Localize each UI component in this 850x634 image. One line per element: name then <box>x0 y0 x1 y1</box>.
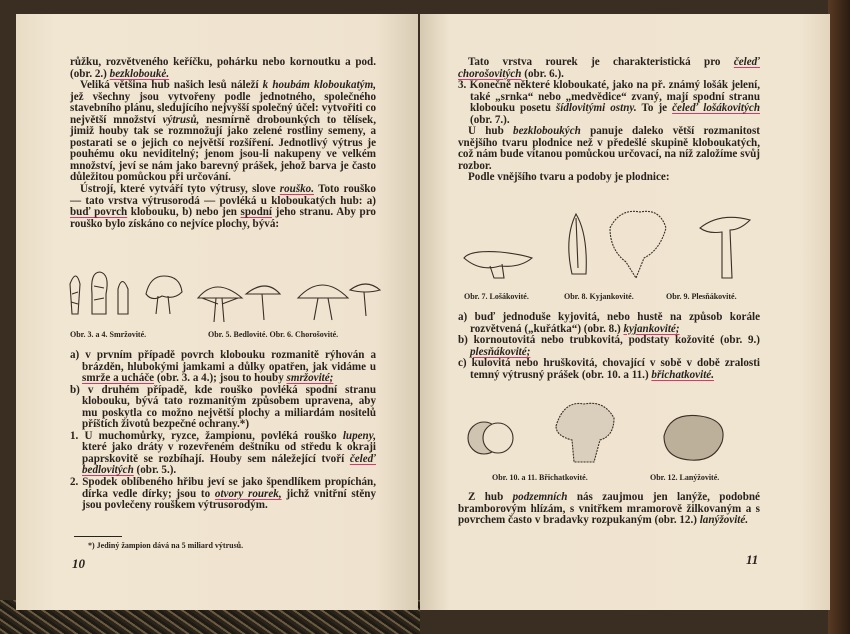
right-page <box>420 14 830 610</box>
figure-caption: Obr. 10. a 11. Břichatkovité. <box>492 473 588 482</box>
text-run: 2. Spodek oblíbeného hřibu jeví se jako špendlíkem propíchán, dírka vedle dírky; jsou to <box>70 476 376 500</box>
footnote-rule <box>74 536 122 537</box>
text-run: jichž vnitřní stěny jsou povlečeny rouškem výtrusorodým. <box>82 487 377 512</box>
text-run: podzemních <box>512 491 568 503</box>
page-number: 10 <box>72 556 85 571</box>
paragraph <box>70 385 376 431</box>
paragraph <box>458 492 760 527</box>
footnote: *) Jediný žampion dává na 5 miliard výtrusů. <box>88 541 244 550</box>
text-run: jeho stranu. Aby pro rouško bylo získáno co nejvíce plochy, bývá: <box>70 206 376 230</box>
figure-fungi-7-9 <box>460 198 760 280</box>
highlighted-term: kyjankovité; <box>623 322 680 335</box>
text-run: Veliká většina hub našich lesů náleží <box>80 79 263 92</box>
text-run: 1. U muchomůrky, ryzce, žampionu, povléká rouško <box>70 429 343 442</box>
figure-puffballs-truffle <box>464 396 764 468</box>
text-run: (obr. 7.). <box>470 113 510 126</box>
text-run: bezkloboukých <box>513 125 581 138</box>
highlighted-term: smrže a ucháče <box>82 372 155 385</box>
left-page <box>16 14 418 610</box>
paragraph <box>458 312 760 335</box>
text-run: růžku, rozvětveného keříčku, pohárku nebo kornoutku a pod. (obr. 2.) <box>70 56 376 80</box>
text-run: Tato vrstva rourek je charakteristická pro <box>468 56 734 68</box>
highlighted-term: otvory rourek, <box>214 487 282 500</box>
text-run: Ústrojí, které vytváří tyto výtrusy, slove <box>80 183 280 196</box>
text-run: c) kulovitá nebo hruškovitá, chovající v sobě v době zralosti temný výtrusný prášek (obr. 10. a 11.) <box>458 357 760 381</box>
text-run: a) v prvním případě povrch klobouku rozmanitě rýhován a brázděn, hlubokými jamkami a důlky opatřen, jak vidáme u <box>70 349 376 373</box>
text-run: lupeny, <box>342 429 376 442</box>
text-run: U hub <box>468 125 514 138</box>
paragraph <box>70 80 376 184</box>
text-run: šídlovitými ostny. <box>555 102 637 115</box>
text-run: Podle vnějšího tvaru a podoby je plodnice: <box>468 171 670 184</box>
figure-caption: Obr. 3. a 4. Smržovité. <box>70 330 147 339</box>
page-number: 11 <box>746 552 759 567</box>
right-bottom-text <box>458 492 760 527</box>
figure-caption: Obr. 8. Kyjankovité. <box>564 292 634 301</box>
paragraph <box>458 335 760 358</box>
highlighted-term: spodní <box>240 206 273 219</box>
highlighted-term: buď povrch <box>70 206 128 219</box>
paragraph <box>70 184 376 230</box>
left-top-text <box>70 57 376 230</box>
text-run: které jako dráty v rozevřeném deštníku od středu k okraji paprskovitě se rozbíhají. Houby sem náležející tvoří <box>82 441 376 465</box>
paragraph <box>458 57 760 80</box>
highlighted-term: čeleď lošákovitých <box>672 102 760 115</box>
text-run: jež všechny jsou vytvořeny podle jednotného, společného stavebního plánu, sledujícího nejvyšší společný účel: vytvořiti co největší množství <box>70 90 376 126</box>
text-run: výtrusů, <box>162 113 200 126</box>
highlighted-term: břichatkovité. <box>651 368 714 381</box>
highlighted-term: plesňákovité; <box>470 345 531 358</box>
text-run: Z hub <box>468 491 513 503</box>
paragraph <box>70 57 376 80</box>
paragraph <box>70 431 376 477</box>
text-run: To je <box>636 102 673 115</box>
paragraph <box>458 126 760 172</box>
text-run: (obr. 5.). <box>133 464 177 477</box>
highlighted-term: bezkloboukė. <box>109 67 170 80</box>
paragraph <box>458 358 760 381</box>
text-run: (obr. 6.). <box>521 67 564 80</box>
highlighted-term: rouško. <box>279 183 314 196</box>
highlighted-term: čeleď chorošovitých <box>458 56 760 80</box>
paragraph <box>70 350 376 385</box>
highlighted-term: smržovité; <box>286 372 334 385</box>
paragraph <box>70 477 376 512</box>
book-edge <box>828 0 850 634</box>
paragraph <box>458 80 760 126</box>
text-run: panuje daleko větší rozmanitost vnějšího tvaru plodnice než v předešlé skupině kloboukatých, což nám bude vítanou pomůckou určovací, na níž založíme svůj rozbor. <box>458 125 760 172</box>
text-run: (obr. 3. a 4.); jsou to houby <box>154 372 287 385</box>
text-run: lanýžovité. <box>699 514 749 527</box>
paragraph <box>458 172 760 184</box>
text-run: nesmírně drobounkých to tělísek, jimiž houby tak se rozmnožují jako zelené rostliny semeny, a postarati se o jejich co největší rozšíření. Jednotlivý výtrus je pouhému oku neviditelný; jenom jsou-li nakupeny ve velkém množství, jeví se nám jako barevný prášek, jehož barva je často důležitou pomůckou při určování. <box>70 113 376 184</box>
text-run: k houbám kloboukatým, <box>262 79 376 92</box>
figure-caption: Obr. 12. Lanýžovité. <box>650 473 720 482</box>
right-top-text <box>458 57 760 184</box>
figure-caption: Obr. 7. Lošákovité. <box>464 292 529 301</box>
figure-caption: Obr. 9. Plesňákovité. <box>666 292 737 301</box>
text-run: b) kornoutovitá nebo trubkovitá, podstaty kožovité (obr. 9.) <box>458 334 760 347</box>
figure-morels-and-mushrooms <box>66 264 386 326</box>
text-run: nás zaujmou jen lanýže, podobné bramborovým hlízám, s vnitřkem mramorově žilkovaným a s povrchem často v bradavky rozpukaným (obr. 12.) <box>458 491 760 527</box>
text-run: 3. Konečně některé kloboukaté, jako na př. známý lošák jelení, také „srnka“ nebo „medvědice“ zvaný, mají spodní stranu klobouku posetu <box>458 79 760 115</box>
text-run: b) v druhém případě, kde rouško povléká spodní stranu klobouku, bývá tato rozmanitým způsobem upravena, aby mu poskytla co možno největší plochy a miliardám nositelů příštích životů bezpečné ochrany.*) <box>70 383 376 431</box>
right-list-text <box>458 312 760 381</box>
left-list-text <box>70 350 376 512</box>
text-run: a) buď jednoduše kyjovitá, nebo hustě na způsob korále rozvětvená („kuřátka“) (obr. 8.) <box>458 311 760 335</box>
text-run: klobouku, b) nebo jen <box>127 206 241 219</box>
highlighted-term: čeleď bedlovitých <box>82 452 376 477</box>
figure-caption: Obr. 5. Bedlovité. Obr. 6. Chorošovité. <box>208 330 339 339</box>
text-run: Toto rouško — tato vrstva výtrusorodá — povléká u kloboukatých hub: a) <box>70 183 376 207</box>
